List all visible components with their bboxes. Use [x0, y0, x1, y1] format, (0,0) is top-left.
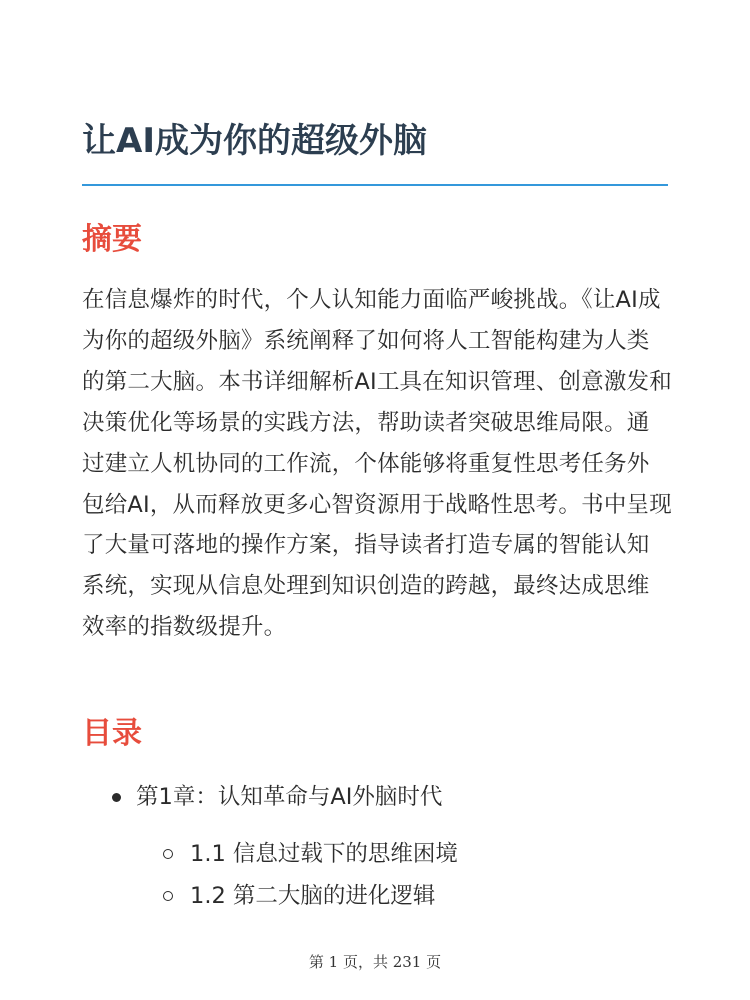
title-divider: [82, 184, 668, 186]
toc-heading: 目录: [82, 716, 142, 751]
toc-section-label: 1.1 信息过载下的思维困境: [190, 841, 458, 867]
toc-chapter-label: 第1章：认知革命与AI外脑时代: [136, 784, 443, 810]
toc-subsection-group: [82, 833, 458, 917]
toc-section-label: 1.2 第二大脑的进化逻辑: [190, 883, 436, 909]
bullet-disc-icon: [112, 793, 121, 802]
bullet-circle-icon: [163, 891, 173, 901]
toc-section-list: [82, 833, 458, 917]
document-title: 让AI成为你的超级外脑: [82, 121, 427, 161]
abstract-heading: 摘要: [82, 222, 142, 257]
bullet-circle-icon: [163, 849, 173, 859]
toc-section-item[interactable]: [82, 875, 458, 917]
toc-chapter-item[interactable]: [82, 775, 458, 819]
page-number-footer: 第 1 页，共 231 页: [308, 953, 442, 971]
toc-section-item[interactable]: [82, 833, 458, 875]
toc-list: [82, 775, 458, 917]
abstract-text: 在信息爆炸的时代，个人认知能力面临严峻挑战。《让AI成为你的超级外脑》系统阐释了如何将人工智能构建为人类的第二大脑。本书详细解析AI工具在知识管理、创意激发和决策优化等场景的实践方法，帮助读者突破思维局限。通过建立人机协同的工作流，个体能够将重复性思考任务外包给AI，从而释放更多心智资源用于战略性思考。书中呈现了大量可落地的操作方案，指导读者打造专属的智能认知系统，实现从信息处理到知识创造的跨越，最终达成思维效率的指数级提升。: [82, 287, 672, 641]
